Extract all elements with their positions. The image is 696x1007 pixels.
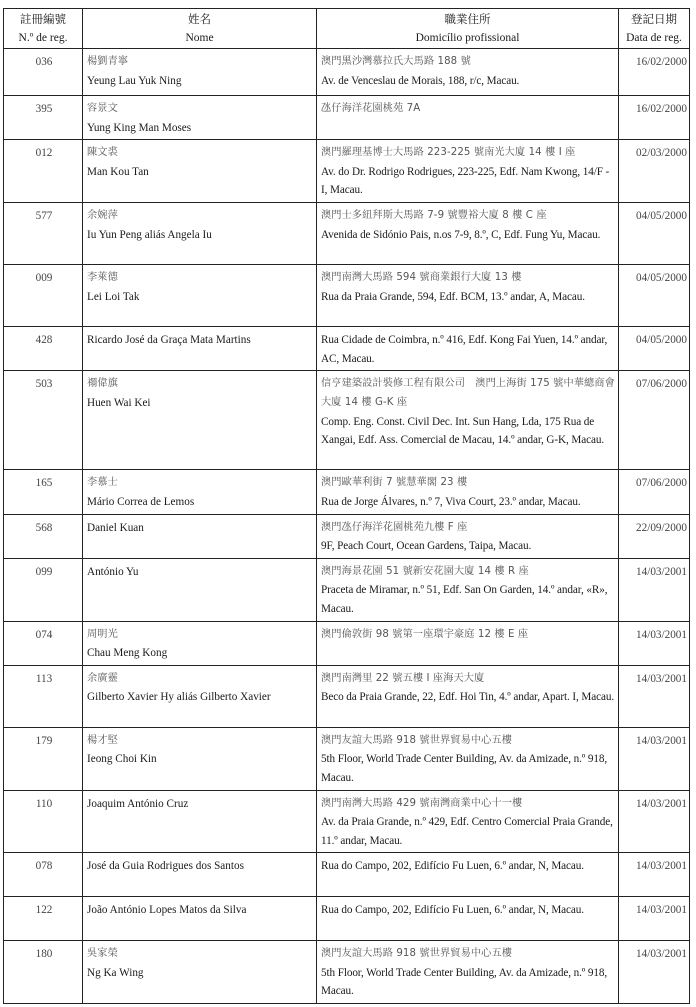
registration-date: 22/09/2000 (619, 514, 690, 558)
registration-number: 180 (4, 941, 83, 1004)
person-name-chinese: 李萊德 (87, 272, 118, 284)
person-name-chinese: 余婉萍 (87, 210, 118, 222)
person-name (83, 371, 317, 470)
person-name-chinese: 楊才堅 (87, 734, 118, 746)
professional-address (317, 790, 619, 853)
person-name-chinese: 容景文 (87, 103, 118, 114)
professional-address-latin: Rua da Praia Grande, 594, Edf. BCM, 13.º andar, A, Macau. (321, 290, 585, 303)
person-name-latin: José da Guia Rodrigues dos Santos (87, 860, 244, 873)
person-name (83, 514, 317, 558)
person-name-latin: António Yu (87, 565, 139, 578)
professional-address (317, 853, 619, 897)
table-row (4, 265, 690, 327)
professional-address (317, 140, 619, 203)
professional-address (317, 49, 619, 96)
professional-address-chinese: 澳門友誼大馬路 918 號世界貿易中心五樓 (321, 734, 513, 746)
header-name (83, 9, 317, 49)
registration-date: 14/03/2001 (619, 665, 690, 727)
professional-address-chinese: 澳門士多紐拜斯大馬路 7-9 號豐裕大廈 8 樓 C 座 (321, 210, 547, 222)
registration-number: 165 (4, 470, 83, 514)
table-header (4, 9, 690, 49)
table-row (4, 558, 690, 621)
professional-address-chinese: 澳門倫敦街 98 號第一座環宇豪庭 12 樓 E 座 (321, 628, 529, 640)
table-row (4, 665, 690, 727)
registration-date: 04/05/2000 (619, 203, 690, 265)
person-name-chinese: 禤偉旗 (87, 378, 118, 390)
registration-number: 110 (4, 790, 83, 853)
person-name (83, 665, 317, 727)
professional-address (317, 514, 619, 558)
professional-address-chinese: 澳門羅理基博士大馬路 223-225 號南光大廈 14 樓 I 座 (321, 147, 576, 159)
registration-table (3, 8, 690, 1004)
person-name-latin: Yeung Lau Yuk Ning (87, 74, 182, 87)
registration-date: 07/06/2000 (619, 470, 690, 514)
table-row (4, 140, 690, 203)
professional-address-latin: Avenida de Sidónio Pais, n.os 7-9, 8.º, C, Edf. Fung Yu, Macau. (321, 228, 601, 241)
professional-address-latin: Comp. Eng. Const. Civil Dec. Int. Sun Hang, Lda, 175 Rua de Xangai, Edf. Ass. Comercial de Macau, 14.º andar, G-K, Macau. (321, 415, 605, 447)
professional-address-chinese: 澳門氹仔海洋花園桃苑九樓 F 座 (321, 521, 468, 533)
person-name-chinese: 周明光 (87, 628, 118, 640)
registration-date: 14/03/2001 (619, 558, 690, 621)
table-row (4, 470, 690, 514)
person-name (83, 327, 317, 371)
table-row (4, 371, 690, 470)
professional-address-chinese: 澳門黑沙灣慕拉氏大馬路 188 號 (321, 56, 471, 67)
header-registration-number (4, 9, 83, 49)
header-registration-number-zh: 註冊編號 (20, 14, 66, 26)
registration-number: 122 (4, 897, 83, 941)
person-name-chinese: 余廣靈 (87, 672, 118, 684)
person-name-latin: Chau Meng Kong (87, 647, 168, 660)
registration-number: 428 (4, 327, 83, 371)
person-name-latin: Daniel Kuan (87, 521, 144, 534)
person-name-latin: João António Lopes Matos da Silva (87, 904, 247, 917)
person-name-chinese: 陳文裘 (87, 147, 118, 159)
header-professional-address-zh: 職業住所 (444, 14, 491, 26)
person-name-latin: Mário Correa de Lemos (87, 495, 195, 508)
person-name-latin: Huen Wai Kei (87, 396, 151, 409)
registration-number: 113 (4, 665, 83, 727)
professional-address (317, 621, 619, 665)
person-name-chinese: 楊劉青寧 (87, 56, 129, 67)
registration-date: 14/03/2001 (619, 941, 690, 1004)
table-row (4, 49, 690, 96)
person-name (83, 897, 317, 941)
professional-address-latin: Av. de Venceslau de Morais, 188, r/c, Macau. (321, 74, 520, 87)
registration-number: 577 (4, 203, 83, 265)
person-name-latin: Yung King Man Moses (87, 121, 192, 134)
professional-address-latin: Rua Cidade de Coimbra, n.º 416, Edf. Kong Fai Yuen, 14.º andar, AC, Macau. (321, 334, 608, 365)
registration-number: 568 (4, 514, 83, 558)
professional-address (317, 558, 619, 621)
header-name-zh: 姓名 (188, 14, 211, 26)
person-name-latin: Ieong Choi Kin (87, 753, 157, 766)
table-row (4, 897, 690, 941)
registration-number: 395 (4, 96, 83, 140)
professional-address-chinese: 信亨建築設計裝修工程有限公司 澳門上海街 175 號中華總商會大廈 14 樓 G-K 座 (321, 378, 615, 408)
registration-number: 036 (4, 49, 83, 96)
table-row (4, 203, 690, 265)
header-professional-address (317, 9, 619, 49)
table-row (4, 621, 690, 665)
registration-date: 14/03/2001 (619, 790, 690, 853)
person-name (83, 853, 317, 897)
registration-number: 078 (4, 853, 83, 897)
table-row (4, 327, 690, 371)
registration-date: 07/06/2000 (619, 371, 690, 470)
registration-date: 14/03/2001 (619, 727, 690, 790)
professional-address-chinese: 澳門友誼大馬路 918 號世界貿易中心五樓 (321, 948, 513, 960)
header-row (4, 9, 690, 49)
registration-date: 16/02/2000 (619, 49, 690, 96)
professional-address-latin: Av. do Dr. Rodrigo Rodrigues, 223-225, Edf. Nam Kwong, 14/F - I, Macau. (321, 165, 610, 197)
professional-address-latin: Beco da Praia Grande, 22, Edf. Hoi Tin, 4.º andar, Apart. I, Macau. (321, 691, 615, 704)
registration-date: 14/03/2001 (619, 897, 690, 941)
table-row (4, 790, 690, 853)
header-registration-date-pt: Data de reg. (626, 32, 682, 44)
professional-address-latin: Praceta de Miramar, n.º 51, Edf. San On Garden, 14.º andar, «R», Macau. (321, 584, 608, 615)
professional-address (317, 665, 619, 727)
person-name (83, 790, 317, 853)
professional-address-chinese: 澳門南灣大馬路 594 號商業銀行大廈 13 樓 (321, 272, 522, 284)
person-name-latin: Lei Loi Tak (87, 290, 140, 303)
table-row (4, 727, 690, 790)
registration-date: 14/03/2001 (619, 853, 690, 897)
registration-number: 099 (4, 558, 83, 621)
header-registration-date (619, 9, 690, 49)
professional-address (317, 941, 619, 1004)
person-name-latin: Man Kou Tan (87, 165, 149, 178)
person-name-latin: Iu Yun Peng aliás Angela Iu (87, 228, 212, 241)
person-name-latin: Joaquim António Cruz (87, 797, 189, 810)
person-name (83, 941, 317, 1004)
professional-address (317, 371, 619, 470)
professional-address (317, 470, 619, 514)
professional-address-chinese: 澳門南灣大馬路 429 號南灣商業中心十一樓 (321, 797, 523, 809)
professional-address (317, 727, 619, 790)
person-name (83, 203, 317, 265)
registration-date: 02/03/2000 (619, 140, 690, 203)
person-name (83, 49, 317, 96)
person-name-chinese: 李慕士 (87, 477, 118, 489)
professional-address-chinese: 澳門南灣里 22 號五樓 I 座海天大廈 (321, 672, 485, 684)
table-body (4, 49, 690, 1004)
professional-address-chinese: 澳門海景花園 51 號新安花園大廈 14 樓 R 座 (321, 565, 529, 577)
professional-address (317, 327, 619, 371)
header-professional-address-pt: Domicílio profissional (415, 32, 520, 44)
professional-address-chinese: 氹仔海洋花園桃苑 7A (321, 103, 421, 114)
person-name (83, 558, 317, 621)
person-name (83, 470, 317, 514)
header-registration-number-pt: N.º de reg. (18, 32, 68, 44)
table-row (4, 514, 690, 558)
registration-date: 04/05/2000 (619, 265, 690, 327)
header-registration-date-zh: 登記日期 (631, 14, 677, 26)
professional-address-latin: 5th Floor, World Trade Center Building, Av. da Amizade, n.º 918, Macau. (321, 753, 608, 784)
registration-date: 16/02/2000 (619, 96, 690, 140)
professional-address (317, 203, 619, 265)
person-name (83, 727, 317, 790)
professional-address-latin: 9F, Peach Court, Ocean Gardens, Taipa, Macau. (321, 540, 532, 553)
person-name (83, 621, 317, 665)
professional-address-latin: 5th Floor, World Trade Center Building, Av. da Amizade, n.º 918, Macau. (321, 966, 608, 998)
registration-number: 074 (4, 621, 83, 665)
professional-address (317, 897, 619, 941)
registration-date: 04/05/2000 (619, 327, 690, 371)
person-name-latin: Gilberto Xavier Hy aliás Gilberto Xavier (87, 691, 271, 704)
professional-address-latin: Rua do Campo, 202, Edifício Fu Luen, 6.º andar, N, Macau. (321, 904, 584, 917)
registration-number: 012 (4, 140, 83, 203)
person-name (83, 265, 317, 327)
person-name (83, 96, 317, 140)
professional-address-latin: Rua do Campo, 202, Edifício Fu Luen, 6.º andar, N, Macau. (321, 860, 584, 873)
person-name-latin: Ricardo José da Graça Mata Martins (87, 334, 251, 347)
person-name-chinese: 吳家榮 (87, 948, 118, 960)
professional-address (317, 96, 619, 140)
professional-address-latin: Av. da Praia Grande, n.º 429, Edf. Centro Comercial Praia Grande, 11.º andar, Macau. (321, 816, 613, 847)
person-name (83, 140, 317, 203)
table-row (4, 96, 690, 140)
professional-address-latin: Rua de Jorge Álvares, n.º 7, Viva Court, 23.º andar, Macau. (321, 495, 581, 508)
table-row (4, 941, 690, 1004)
professional-address-chinese: 澳門歐華利街 7 號慧華閣 23 樓 (321, 477, 468, 489)
table-row (4, 853, 690, 897)
header-name-pt: Nome (185, 32, 214, 44)
registration-date: 14/03/2001 (619, 621, 690, 665)
professional-address (317, 265, 619, 327)
registration-number: 503 (4, 371, 83, 470)
person-name-latin: Ng Ka Wing (87, 966, 144, 979)
registration-number: 179 (4, 727, 83, 790)
registration-number: 009 (4, 265, 83, 327)
